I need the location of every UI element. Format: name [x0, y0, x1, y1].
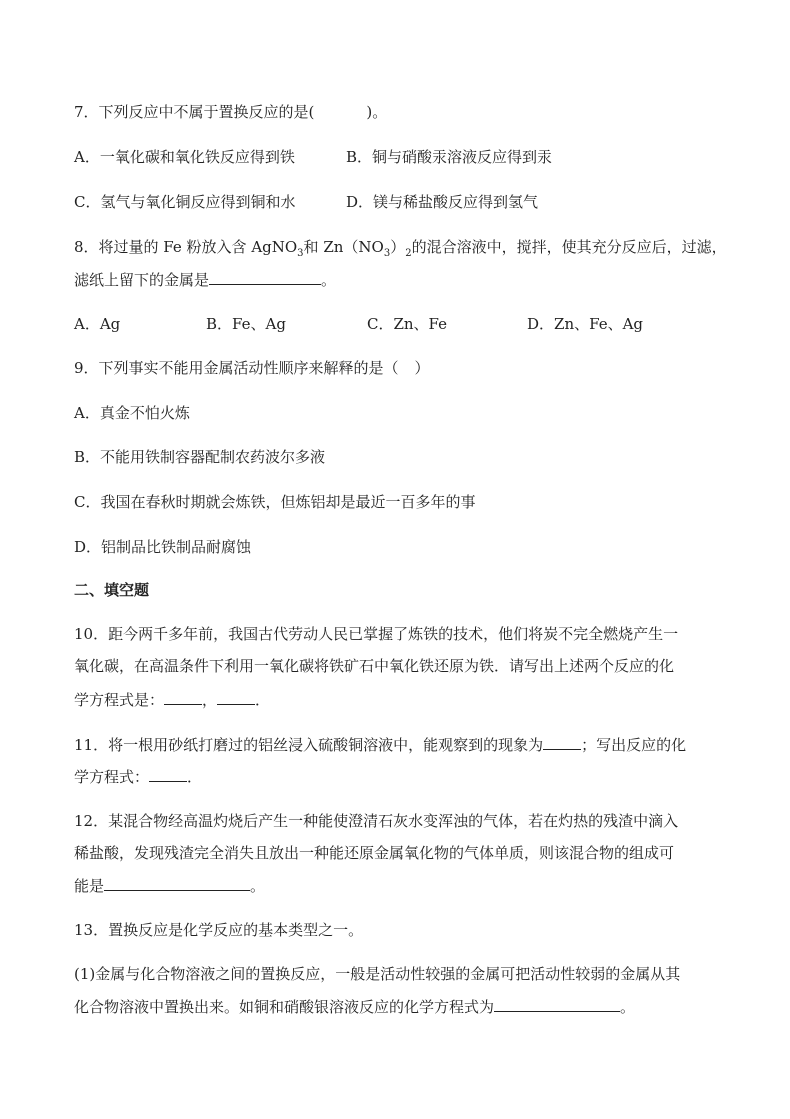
- q7-options-row2: [74, 192, 538, 212]
- q7-option-c: C．氢气与氧化铜反应得到铜和水: [74, 193, 296, 211]
- q7-stem: [74, 102, 387, 122]
- q7-stem-text: 7．下列反应中不属于置换反应的是(: [74, 103, 315, 121]
- q11-blank-2[interactable]: [149, 766, 187, 782]
- q11-line1-text: 11．将一根用砂纸打磨过的铝丝浸入硫酸铜溶液中，能观察到的现象为: [74, 736, 544, 754]
- q12-line3: [74, 875, 265, 896]
- q8-text-part3: ）: [390, 238, 406, 256]
- q11-line1: [74, 734, 686, 755]
- q8-line2-end: 。: [321, 271, 337, 289]
- q7-option-d: D．镁与稀盐酸反应得到氢气: [346, 193, 539, 211]
- q10-blank-1[interactable]: [164, 689, 202, 705]
- q7-options-row1: [74, 147, 552, 167]
- q12-answer-blank[interactable]: [104, 875, 250, 891]
- q12-line3-text: 能是: [74, 877, 105, 895]
- q13-stem: 13．置换反应是化学反应的基本类型之一。: [74, 921, 364, 939]
- q10-blank-2[interactable]: [217, 689, 255, 705]
- q8-option-a: A．Ag: [74, 315, 121, 333]
- q8-option-c: C．Zn、Fe: [367, 315, 448, 333]
- q8-answer-blank[interactable]: [209, 269, 321, 285]
- q12-line3-end: 。: [250, 877, 266, 895]
- q13-answer-blank[interactable]: [494, 996, 620, 1012]
- q11-line2-end: ．: [187, 768, 203, 786]
- q10-line2: 氧化碳，在高温条件下利用一氧化碳将铁矿石中氧化铁还原为铁．请写出上述两个反应的化: [74, 657, 675, 675]
- q7-stem-end: )。: [366, 103, 388, 121]
- q7-option-b: B．铜与硝酸汞溶液反应得到汞: [346, 148, 553, 166]
- q9-option-b: B．不能用铁制容器配制农药波尔多液: [74, 448, 326, 466]
- q7-option-a: A．一氧化碳和氧化铁反应得到铁: [74, 148, 295, 166]
- q8-option-b: B．Fe、Ag: [206, 315, 286, 333]
- q13-part1-line1: (1)金属与化合物溶液之间的置换反应，一般是活动性较强的金属可把活动性较弱的金属从其: [74, 965, 681, 983]
- q8-subscript-2: 3: [383, 248, 391, 259]
- q8-option-d: D．Zn、Fe、Ag: [527, 315, 644, 333]
- section-heading-fill-blank: 二、填空题: [74, 581, 150, 599]
- q9-stem: [74, 358, 430, 378]
- q10-line1: 10．距今两千多年前，我国古代劳动人民已掌握了炼铁的技术，他们将炭不完全燃烧产生一: [74, 625, 679, 643]
- q8-stem-line1: [74, 237, 727, 264]
- q9-stem-text: 9．下列事实不能用金属活动性顺序来解释的是（: [74, 359, 399, 377]
- q10-separator: ，: [202, 691, 218, 709]
- q10-line3-text: 学方程式是：: [74, 691, 165, 709]
- q8-text-part1: 8．将过量的 Fe 粉放入含 AgNO: [74, 238, 298, 256]
- q11-blank-1[interactable]: [543, 734, 581, 750]
- q8-subscript-3: 2: [405, 248, 412, 259]
- q11-line2-text: 学方程式：: [74, 768, 150, 786]
- q8-text-part4: 的混合溶液中，搅拌，使其充分反应后，过滤，: [411, 238, 727, 256]
- q13-part1-line2-text: 化合物溶液中置换出来。如铜和硝酸银溶液反应的化学方程式为: [74, 998, 495, 1016]
- q13-part1-line2: [74, 996, 635, 1017]
- q10-line3: [74, 689, 270, 710]
- q9-option-d: D．铝制品比铁制品耐腐蚀: [74, 538, 252, 556]
- q8-line2-text: 滤纸上留下的金属是: [74, 271, 210, 289]
- q12-line1: 12．某混合物经高温灼烧后产生一种能使澄清石灰水变浑浊的气体，若在灼热的残渣中滴入: [74, 812, 679, 830]
- q9-option-a: A．真金不怕火炼: [74, 404, 190, 422]
- q13-part1-line2-end: 。: [620, 998, 636, 1016]
- q11-line2: [74, 766, 202, 787]
- q9-option-c: C．我国在春秋时期就会炼铁，但炼铝却是最近一百多年的事: [74, 493, 476, 511]
- q10-line3-end: ．: [255, 691, 271, 709]
- q8-text-part2: 和 Zn（NO: [303, 238, 384, 256]
- q8-subscript-1: 3: [297, 248, 304, 259]
- q12-line2: 稀盐酸，发现残渣完全消失且放出一种能还原金属氧化物的气体单质，则该混合物的组成可: [74, 844, 675, 862]
- q9-stem-end: ）: [414, 359, 430, 377]
- q11-line1-end: ；写出反应的化: [581, 736, 687, 754]
- q8-stem-line2: [74, 269, 336, 290]
